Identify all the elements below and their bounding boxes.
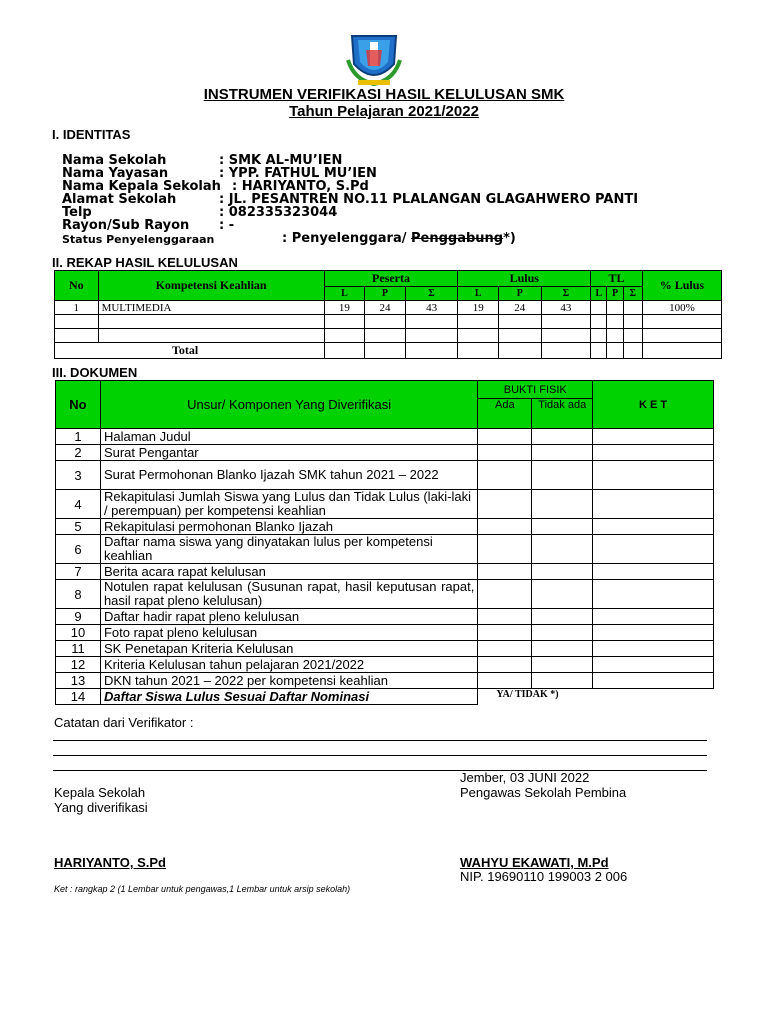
right-signer-title: Pengawas Sekolah Pembina [460, 785, 627, 800]
dok-row-text: Daftar Siswa Lulus Sesuai Daftar Nominasi [100, 689, 477, 705]
rekap-cell: 43 [405, 301, 458, 315]
identity-label: Alamat Sekolah [62, 192, 177, 207]
rekap-total-label: Total [55, 343, 325, 359]
table-row [56, 519, 714, 535]
status-value [282, 231, 516, 246]
footnote: Ket : rangkap 2 (1 Lembar untuk pengawas,1 Lembar untuk arsip sekolah) [54, 884, 351, 894]
dok-row-no: 11 [56, 641, 101, 657]
catatan-line [53, 770, 707, 771]
dok-row-text: Foto rapat pleno kelulusan [100, 625, 477, 641]
table-row [56, 580, 714, 609]
table-row [55, 329, 722, 343]
rekap-cell [607, 301, 623, 315]
rekap-sub-p: P [607, 287, 623, 301]
rekap-sub-sigma: Σ [405, 287, 458, 301]
rekap-header-peserta: Peserta [324, 271, 458, 287]
dok-row-no: 13 [56, 673, 101, 689]
table-row [55, 315, 722, 329]
rekap-sub-p: P [365, 287, 406, 301]
rekap-sub-sigma: Σ [541, 287, 591, 301]
table-row [55, 301, 722, 315]
identity-value: : HARIYANTO, S.Pd [232, 179, 369, 194]
dok-header-ket: K E T [593, 381, 714, 429]
dok-header-ada: Ada [478, 399, 532, 429]
dok-row-no: 7 [56, 564, 101, 580]
dok-header-no: No [56, 381, 101, 429]
rekap-sub-sigma: Σ [623, 287, 642, 301]
dok-row-no: 3 [56, 461, 101, 490]
rekap-cell: 24 [498, 301, 541, 315]
rekap-sub-p: P [498, 287, 541, 301]
identity-value: : - [219, 218, 235, 233]
table-row [56, 535, 714, 564]
rekap-cell: 19 [324, 301, 365, 315]
identity-label: Rayon/Sub Rayon [62, 218, 190, 233]
rekap-cell [591, 301, 607, 315]
dok-row-no: 9 [56, 609, 101, 625]
status-value-suffix: *) [503, 231, 516, 246]
dok-row-no: 2 [56, 445, 101, 461]
catatan-line [53, 740, 707, 741]
rekap-cell: MULTIMEDIA [98, 301, 324, 315]
rekap-header-kompetensi: Kompetensi Keahlian [98, 271, 324, 301]
rekap-header-lulus: Lulus [458, 271, 591, 287]
rekap-cell: 1 [55, 301, 99, 315]
rekap-header-no: No [55, 271, 99, 301]
table-row [56, 490, 714, 519]
rekap-header-persen: % Lulus [642, 271, 721, 301]
identity-label: Nama Yayasan [62, 166, 169, 181]
identity-value: : SMK AL-MU’IEN [219, 153, 343, 168]
identity-label: Nama Sekolah [62, 153, 167, 168]
table-row [56, 641, 714, 657]
identity-value: : JL. PESANTREN NO.11 PLALANGAN GLAGAHWERO PANTI [219, 192, 639, 207]
table-row [56, 657, 714, 673]
left-signer-name: HARIYANTO, S.Pd [54, 855, 166, 870]
dok-row-no: 10 [56, 625, 101, 641]
dok-row-no: 12 [56, 657, 101, 673]
identity-label: Nama Kepala Sekolah [62, 179, 221, 194]
status-value-prefix: : Penyelenggara/ [282, 231, 411, 246]
rekap-sub-l: L [591, 287, 607, 301]
table-row [56, 625, 714, 641]
rekap-table [54, 270, 722, 359]
table-row-total [55, 343, 722, 359]
dok-row-text: Surat Pengantar [100, 445, 477, 461]
table-row [56, 609, 714, 625]
document-subtitle: Tahun Pelajaran 2021/2022 [289, 103, 479, 120]
rekap-cell: 43 [541, 301, 591, 315]
left-signer-title: Kepala Sekolah [54, 785, 146, 800]
rekap-cell: 19 [458, 301, 499, 315]
catatan-label: Catatan dari Verifikator : [54, 715, 194, 730]
identity-label: Telp [62, 205, 92, 220]
province-emblem-logo [344, 30, 404, 88]
dok-row-no: 5 [56, 519, 101, 535]
dok-row-no: 6 [56, 535, 101, 564]
rekap-cell: 100% [642, 301, 721, 315]
right-signer-nip: NIP. 19690110 199003 2 006 [460, 869, 628, 884]
table-row [56, 461, 714, 490]
section-identitas-heading: I. IDENTITAS [52, 127, 131, 142]
identity-value: : YPP. FATHUL MU’IEN [219, 166, 377, 181]
dok-header-tidak-ada: Tidak ada [532, 399, 593, 429]
dok-header-bukti: BUKTI FISIK [478, 381, 593, 399]
dok-header-unsur: Unsur/ Komponen Yang Diverifikasi [100, 381, 477, 429]
dokumen-table [55, 380, 714, 705]
catatan-line [53, 755, 707, 756]
dok-row-text: Halaman Judul [100, 429, 477, 445]
table-row [56, 564, 714, 580]
right-signer-name: WAHYU EKAWATI, M.Pd [460, 855, 609, 870]
dok-row-text: Berita acara rapat kelulusan [100, 564, 477, 580]
document-title: INSTRUMEN VERIFIKASI HASIL KELULUSAN SMK [203, 86, 565, 103]
status-value-struck: Penggabung [410, 231, 504, 246]
rekap-header-tl: TL [591, 271, 643, 287]
rekap-sub-l: L [324, 287, 365, 301]
rekap-cell [623, 301, 642, 315]
table-row [56, 429, 714, 445]
table-row [56, 689, 714, 705]
dok-row-text: Kriteria Kelulusan tahun pelajaran 2021/2022 [100, 657, 477, 673]
dok-row-no: 4 [56, 490, 101, 519]
section-dokumen-heading: III. DOKUMEN [52, 365, 138, 380]
place-date: Jember, 03 JUNI 2022 [460, 770, 590, 785]
dok-row-text: SK Penetapan Kriteria Kelulusan [100, 641, 477, 657]
dok-row-text: Rekapitulasi permohonan Blanko Ijazah [100, 519, 477, 535]
dok-row-text: Daftar hadir rapat pleno kelulusan [100, 609, 477, 625]
left-signer-subtitle: Yang diverifikasi [54, 800, 148, 815]
rekap-cell: 24 [365, 301, 406, 315]
dok-row-no: 14 [56, 689, 101, 705]
dok-row-no: 8 [56, 580, 101, 609]
dok-row-text: Daftar nama siswa yang dinyatakan lulus per kompetensi keahlian [100, 535, 477, 564]
dok-row-text: Notulen rapat kelulusan (Susunan rapat, hasil keputusan rapat, hasil rapat pleno kelulusan) [100, 580, 477, 609]
dok-row-text: DKN tahun 2021 – 2022 per kompetensi keahlian [100, 673, 477, 689]
table-row [56, 673, 714, 689]
dok-row-text: Surat Permohonan Blanko Ijazah SMK tahun 2021 – 2022 [100, 461, 477, 490]
identity-value: : 082335323044 [219, 205, 338, 220]
section-rekap-heading: II. REKAP HASIL KELULUSAN [52, 255, 238, 270]
table-row [56, 445, 714, 461]
dok-answer-ya-tidak: YA/ TIDAK *) [496, 689, 559, 700]
status-label: Status Penyelenggaraan [62, 233, 215, 246]
dok-row-no: 1 [56, 429, 101, 445]
dok-row-text: Rekapitulasi Jumlah Siswa yang Lulus dan Tidak Lulus (laki-laki / perempuan) per kompetensi keahlian [100, 490, 477, 519]
rekap-sub-l: L [458, 287, 499, 301]
